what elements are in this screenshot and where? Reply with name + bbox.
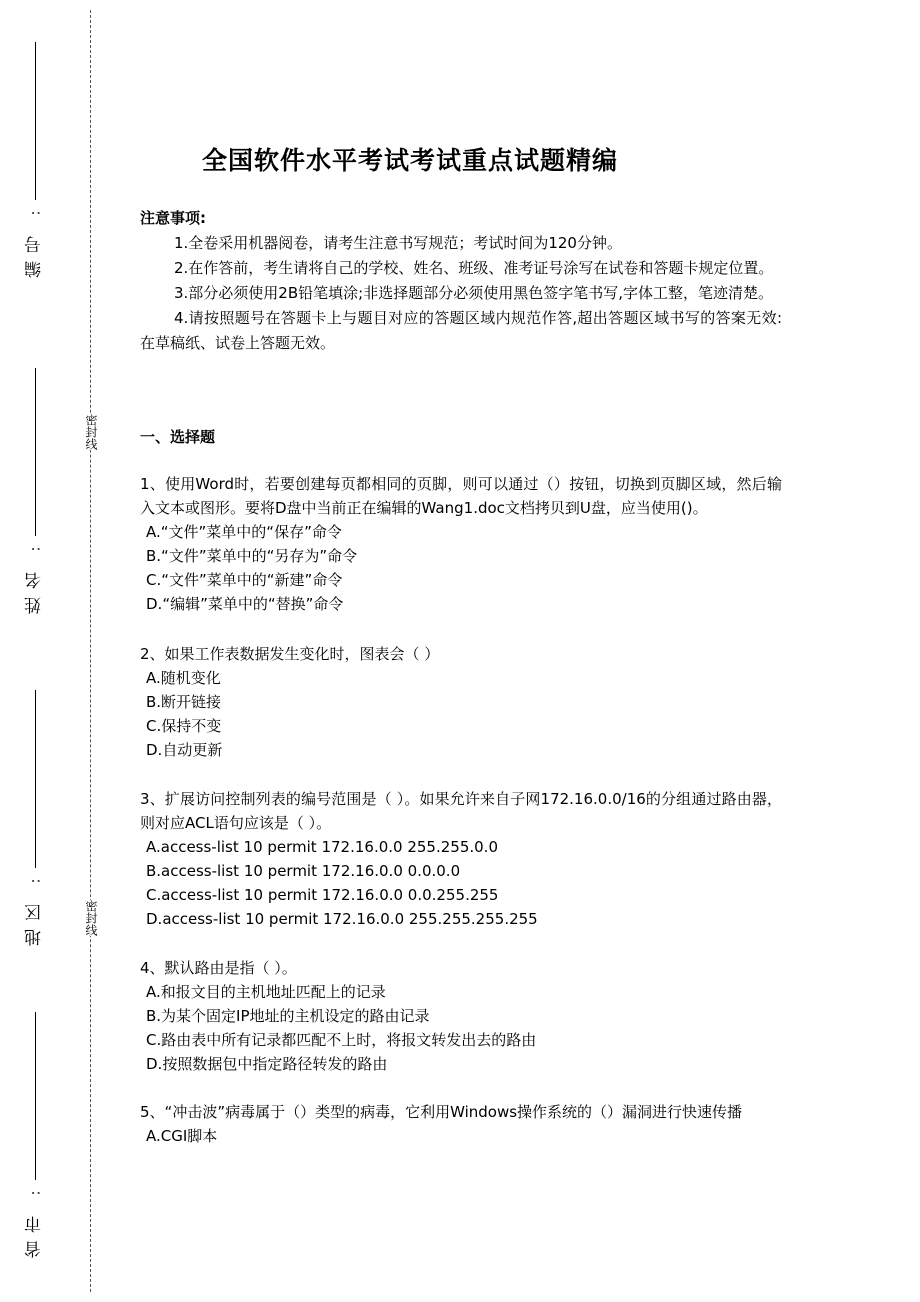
- notice-item: 2.在作答前，考生请将自己的学校、姓名、班级、准考证号涂写在试卷和答题卡规定位置。: [174, 259, 774, 277]
- option-c: C.“文件”菜单中的“新建”命令: [146, 571, 343, 589]
- margin-field-name: [20, 368, 50, 614]
- option-d: D.自动更新: [146, 741, 223, 759]
- province-label: 省市: [25, 1208, 45, 1258]
- option-a: A.CGI脚本: [146, 1127, 218, 1145]
- option-d: D.“编辑”菜单中的“替换”命令: [146, 595, 344, 613]
- question-5: [140, 1100, 782, 1148]
- notice-item: 1.全卷采用机器阅卷，请考生注意书写规范；考试时间为120分钟。: [174, 234, 622, 252]
- question-stem: 3、扩展访问控制列表的编号范围是（ ）。如果允许来自子网172.16.0.0/16的分组通过路由器，则对应ACL语句应该是（ ）。: [140, 790, 782, 832]
- question-stem: 5、“冲击波”病毒属于（）类型的病毒，它利用Windows操作系统的（）漏洞进行快速传播: [140, 1103, 743, 1121]
- option-b: B.为某个固定IP地址的主机设定的路由记录: [146, 1007, 430, 1025]
- question-3: [140, 787, 782, 931]
- region-label: 地区: [25, 896, 45, 946]
- section-title: 一、选择题: [140, 428, 216, 446]
- name-colon: :: [27, 546, 43, 552]
- option-c: C.路由表中所有记录都匹配不上时，将报文转发出去的路由: [146, 1031, 537, 1049]
- question-stem: 2、如果工作表数据发生变化时，图表会（ ）: [140, 645, 440, 663]
- margin-field-province: [20, 1012, 50, 1258]
- region-fill-line: [35, 690, 36, 868]
- margin-field-number: [20, 42, 50, 278]
- seal-label-bottom: 密封线: [84, 900, 98, 936]
- option-a: A.“文件”菜单中的“保存”命令: [146, 523, 342, 541]
- option-b: B.断开链接: [146, 693, 222, 711]
- province-colon: :: [27, 1190, 43, 1196]
- number-label: 编号: [25, 228, 45, 278]
- notice-item: 4.请按照题号在答题卡上与题目对应的答题区域内规范作答,超出答题区域书写的答案无效:在草稿纸、试卷上答题无效。: [140, 309, 782, 352]
- number-colon: :: [27, 210, 43, 216]
- question-stem: 1、使用Word时，若要创建每页都相同的页脚，则可以通过（）按钮，切换到页脚区域，然后输入文本或图形。要将D盘中当前正在编辑的Wang1.doc文档拷贝到U盘，应当使用()。: [140, 475, 782, 517]
- option-a: A.和报文目的主机地址匹配上的记录: [146, 983, 386, 1001]
- page-title: 全国软件水平考试考试重点试题精编: [202, 146, 619, 175]
- option-c: C.保持不变: [146, 717, 222, 735]
- province-fill-line: [35, 1012, 36, 1180]
- option-c: C.access-list 10 permit 172.16.0.0 0.0.255.255: [146, 886, 499, 904]
- option-b: B.access-list 10 permit 172.16.0.0 0.0.0.0: [146, 862, 461, 880]
- notice-heading: 注意事项:: [140, 209, 206, 227]
- option-a: A.access-list 10 permit 172.16.0.0 255.255.0.0: [146, 838, 498, 856]
- question-stem: 4、默认路由是指（ ）。: [140, 959, 297, 977]
- region-colon: :: [27, 878, 43, 884]
- name-label: 姓名: [25, 564, 45, 614]
- option-d: D.按照数据包中指定路径转发的路由: [146, 1055, 388, 1073]
- question-1: [140, 472, 782, 616]
- question-2: [140, 642, 782, 762]
- notice-block: [140, 206, 782, 356]
- number-fill-line: [35, 42, 36, 200]
- seal-label-top: 密封线: [84, 414, 98, 450]
- notice-item: 3.部分必须使用2B铅笔填涂;非选择题部分必须使用黑色签字笔书写,字体工整，笔迹清楚。: [174, 284, 773, 302]
- binding-dashed-line: [90, 10, 91, 1292]
- margin-field-region: [20, 690, 50, 946]
- question-4: [140, 956, 782, 1076]
- option-b: B.“文件”菜单中的“另存为”命令: [146, 547, 358, 565]
- name-fill-line: [35, 368, 36, 536]
- option-a: A.随机变化: [146, 669, 221, 687]
- option-d: D.access-list 10 permit 172.16.0.0 255.255.255.255: [146, 910, 538, 928]
